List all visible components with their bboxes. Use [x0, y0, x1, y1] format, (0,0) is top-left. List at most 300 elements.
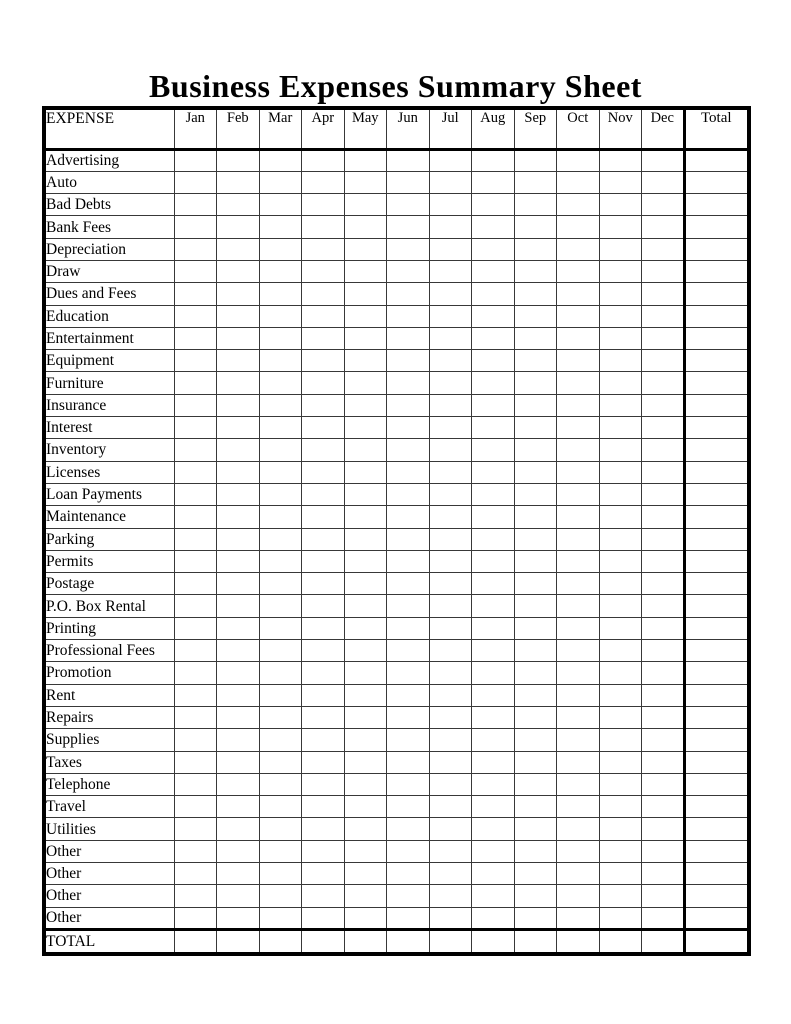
total-row-cell-apr: [302, 929, 345, 954]
expense-row-19-cell-mar: [259, 573, 302, 595]
expense-row-3-cell-jan: [174, 216, 217, 238]
expense-row-21-cell-may: [344, 617, 387, 639]
expense-row-11-cell-jan: [174, 394, 217, 416]
expense-row-3-cell-total: [684, 216, 749, 238]
expense-row-4-cell-aug: [472, 238, 515, 260]
expense-row-23: [44, 662, 749, 684]
expense-row-7: [44, 305, 749, 327]
expense-row-6-cell-nov: [599, 283, 642, 305]
expense-row-8-cell-aug: [472, 327, 515, 349]
expense-row-17-label: Parking: [44, 528, 174, 550]
expense-row-20-cell-apr: [302, 595, 345, 617]
expense-row-22-cell-jan: [174, 640, 217, 662]
expense-row-25-cell-oct: [557, 706, 600, 728]
expense-row-8-cell-jul: [429, 327, 472, 349]
expense-row-26-cell-apr: [302, 729, 345, 751]
expense-row-4-cell-dec: [642, 238, 685, 260]
expense-row-9-cell-feb: [217, 350, 260, 372]
expense-row-13-cell-jul: [429, 439, 472, 461]
expense-row-11: [44, 394, 749, 416]
total-row-cell-total: [684, 929, 749, 954]
expense-row-23-cell-apr: [302, 662, 345, 684]
expense-row-5-cell-dec: [642, 260, 685, 282]
expense-row-17-cell-jan: [174, 528, 217, 550]
expense-row-11-cell-nov: [599, 394, 642, 416]
expense-row-5-cell-mar: [259, 260, 302, 282]
expense-row-9-cell-jan: [174, 350, 217, 372]
header-month-dec: Dec: [642, 108, 685, 149]
header-month-nov: Nov: [599, 108, 642, 149]
expense-row-20-cell-mar: [259, 595, 302, 617]
expense-row-29-cell-jul: [429, 796, 472, 818]
expense-row-16-cell-nov: [599, 506, 642, 528]
expense-row-20-cell-jun: [387, 595, 430, 617]
total-row-cell-jul: [429, 929, 472, 954]
expense-row-19-cell-jun: [387, 573, 430, 595]
expense-row-5-cell-total: [684, 260, 749, 282]
total-row-cell-aug: [472, 929, 515, 954]
expense-row-14-cell-mar: [259, 461, 302, 483]
total-row-cell-may: [344, 929, 387, 954]
expense-row-34-cell-mar: [259, 907, 302, 929]
header-month-mar: Mar: [259, 108, 302, 149]
expense-row-15-cell-dec: [642, 483, 685, 505]
expense-row-23-cell-total: [684, 662, 749, 684]
expense-row-11-cell-dec: [642, 394, 685, 416]
expense-row-17-cell-total: [684, 528, 749, 550]
expense-row-19-cell-total: [684, 573, 749, 595]
expense-row-18-cell-feb: [217, 550, 260, 572]
expense-row-28-cell-dec: [642, 773, 685, 795]
expense-row-8-cell-mar: [259, 327, 302, 349]
expense-row-4-cell-total: [684, 238, 749, 260]
expense-row-28-label: Telephone: [44, 773, 174, 795]
header-month-may: May: [344, 108, 387, 149]
expense-row-23-cell-nov: [599, 662, 642, 684]
expense-row-16-cell-total: [684, 506, 749, 528]
expense-row-0-cell-jul: [429, 149, 472, 171]
expense-row-22-cell-feb: [217, 640, 260, 662]
header-month-aug: Aug: [472, 108, 515, 149]
expense-row-17-cell-sep: [514, 528, 557, 550]
expense-row-2-label: Bad Debts: [44, 194, 174, 216]
expense-row-8-cell-apr: [302, 327, 345, 349]
expense-row-29-cell-jan: [174, 796, 217, 818]
expense-row-6-cell-jun: [387, 283, 430, 305]
expense-row-34-cell-may: [344, 907, 387, 929]
expense-row-24-cell-total: [684, 684, 749, 706]
expense-row-12-cell-jun: [387, 417, 430, 439]
expense-row-5-cell-nov: [599, 260, 642, 282]
expense-row-17-cell-aug: [472, 528, 515, 550]
expense-row-24-cell-jun: [387, 684, 430, 706]
expense-row-10-cell-sep: [514, 372, 557, 394]
expense-row-18: [44, 550, 749, 572]
expense-row-5-cell-feb: [217, 260, 260, 282]
expense-row-7-cell-aug: [472, 305, 515, 327]
expense-row-28-cell-jul: [429, 773, 472, 795]
expense-row-26-cell-nov: [599, 729, 642, 751]
expense-row-9-cell-oct: [557, 350, 600, 372]
expense-row-9-cell-total: [684, 350, 749, 372]
expense-row-20-cell-total: [684, 595, 749, 617]
expense-row-24-cell-apr: [302, 684, 345, 706]
expense-row-17-cell-feb: [217, 528, 260, 550]
expense-row-5: [44, 260, 749, 282]
expense-row-7-cell-jun: [387, 305, 430, 327]
expense-row-28-cell-may: [344, 773, 387, 795]
expense-row-15-cell-sep: [514, 483, 557, 505]
expense-row-15-cell-total: [684, 483, 749, 505]
expense-row-1-cell-oct: [557, 171, 600, 193]
expense-row-2-cell-nov: [599, 194, 642, 216]
expense-row-27-cell-may: [344, 751, 387, 773]
expense-row-22-cell-oct: [557, 640, 600, 662]
expense-row-19-cell-nov: [599, 573, 642, 595]
expense-row-2-cell-jun: [387, 194, 430, 216]
expense-row-30-cell-jul: [429, 818, 472, 840]
expense-row-29-cell-apr: [302, 796, 345, 818]
expense-row-28-cell-sep: [514, 773, 557, 795]
expense-row-24-cell-mar: [259, 684, 302, 706]
expense-row-5-cell-jul: [429, 260, 472, 282]
expense-row-6-cell-may: [344, 283, 387, 305]
expense-row-17-cell-jun: [387, 528, 430, 550]
expense-row-22-label: Professional Fees: [44, 640, 174, 662]
expense-row-3-cell-dec: [642, 216, 685, 238]
expense-row-16-cell-mar: [259, 506, 302, 528]
total-row-cell-oct: [557, 929, 600, 954]
expense-row-21-cell-oct: [557, 617, 600, 639]
expense-row-13-cell-oct: [557, 439, 600, 461]
header-row: [44, 108, 749, 149]
expense-row-34-cell-jan: [174, 907, 217, 929]
expense-row-13-cell-may: [344, 439, 387, 461]
expense-row-20-cell-sep: [514, 595, 557, 617]
expense-row-18-cell-aug: [472, 550, 515, 572]
expense-row-3-cell-apr: [302, 216, 345, 238]
expense-row-31-cell-aug: [472, 840, 515, 862]
expense-row-29-cell-sep: [514, 796, 557, 818]
expense-row-13-cell-aug: [472, 439, 515, 461]
expense-row-34: [44, 907, 749, 929]
expense-row-32-cell-nov: [599, 863, 642, 885]
expense-row-9-cell-may: [344, 350, 387, 372]
expense-row-19-cell-sep: [514, 573, 557, 595]
expense-row-4-cell-jul: [429, 238, 472, 260]
expense-row-10-cell-may: [344, 372, 387, 394]
expense-row-25-cell-sep: [514, 706, 557, 728]
expense-row-20-cell-aug: [472, 595, 515, 617]
expense-row-33-cell-jan: [174, 885, 217, 907]
expense-row-29-cell-oct: [557, 796, 600, 818]
expense-row-21-label: Printing: [44, 617, 174, 639]
expense-row-3-cell-jul: [429, 216, 472, 238]
expense-row-0-label: Advertising: [44, 149, 174, 171]
expense-row-25-cell-apr: [302, 706, 345, 728]
expense-row-24: [44, 684, 749, 706]
expense-row-10-cell-mar: [259, 372, 302, 394]
expense-row-9-label: Equipment: [44, 350, 174, 372]
expense-row-26-cell-mar: [259, 729, 302, 751]
expense-row-8-cell-dec: [642, 327, 685, 349]
expense-row-31-cell-total: [684, 840, 749, 862]
expense-row-6-cell-mar: [259, 283, 302, 305]
expense-row-1-cell-dec: [642, 171, 685, 193]
expense-row-13-cell-jun: [387, 439, 430, 461]
expense-row-3-cell-oct: [557, 216, 600, 238]
expense-row-8-cell-jun: [387, 327, 430, 349]
expense-row-6-cell-jan: [174, 283, 217, 305]
expense-row-16: [44, 506, 749, 528]
expense-row-34-cell-jun: [387, 907, 430, 929]
expense-row-33-cell-may: [344, 885, 387, 907]
expense-row-32-cell-apr: [302, 863, 345, 885]
expense-row-4-cell-apr: [302, 238, 345, 260]
expense-row-27-cell-aug: [472, 751, 515, 773]
expense-row-22-cell-nov: [599, 640, 642, 662]
expense-row-22-cell-aug: [472, 640, 515, 662]
expense-row-21-cell-sep: [514, 617, 557, 639]
expense-row-34-cell-sep: [514, 907, 557, 929]
expense-row-33: [44, 885, 749, 907]
expense-row-27-cell-jan: [174, 751, 217, 773]
expense-row-31-cell-mar: [259, 840, 302, 862]
expense-row-11-cell-oct: [557, 394, 600, 416]
expense-row-27-label: Taxes: [44, 751, 174, 773]
expense-row-12-cell-sep: [514, 417, 557, 439]
expense-row-6-cell-aug: [472, 283, 515, 305]
expense-row-11-label: Insurance: [44, 394, 174, 416]
expense-row-12: [44, 417, 749, 439]
expense-row-14-cell-nov: [599, 461, 642, 483]
expense-row-1-cell-mar: [259, 171, 302, 193]
expense-row-15-cell-jul: [429, 483, 472, 505]
expense-row-34-cell-feb: [217, 907, 260, 929]
expense-row-8-label: Entertainment: [44, 327, 174, 349]
expense-row-30-cell-may: [344, 818, 387, 840]
expense-row-31-cell-jan: [174, 840, 217, 862]
expense-row-23-cell-jul: [429, 662, 472, 684]
expense-row-2-cell-dec: [642, 194, 685, 216]
expense-row-32-cell-jan: [174, 863, 217, 885]
expense-row-2-cell-mar: [259, 194, 302, 216]
expense-row-22-cell-jul: [429, 640, 472, 662]
expense-row-30-label: Utilities: [44, 818, 174, 840]
expense-row-31-cell-oct: [557, 840, 600, 862]
expense-row-22-cell-jun: [387, 640, 430, 662]
expense-row-33-cell-total: [684, 885, 749, 907]
header-month-jan: Jan: [174, 108, 217, 149]
expense-row-27: [44, 751, 749, 773]
expense-row-9-cell-jul: [429, 350, 472, 372]
expense-row-15-cell-mar: [259, 483, 302, 505]
expense-row-3-cell-nov: [599, 216, 642, 238]
expense-row-28-cell-aug: [472, 773, 515, 795]
expense-row-20-cell-jan: [174, 595, 217, 617]
expense-row-11-cell-feb: [217, 394, 260, 416]
expense-row-4-cell-oct: [557, 238, 600, 260]
expense-row-31-cell-feb: [217, 840, 260, 862]
expense-row-25-cell-mar: [259, 706, 302, 728]
expense-row-33-cell-aug: [472, 885, 515, 907]
expense-row-4-cell-nov: [599, 238, 642, 260]
expense-row-2-cell-may: [344, 194, 387, 216]
expense-row-26-label: Supplies: [44, 729, 174, 751]
expense-row-32: [44, 863, 749, 885]
expense-row-7-cell-sep: [514, 305, 557, 327]
expense-row-25-cell-may: [344, 706, 387, 728]
expense-row-31: [44, 840, 749, 862]
expense-row-25-cell-feb: [217, 706, 260, 728]
expense-row-5-cell-sep: [514, 260, 557, 282]
expense-row-11-cell-apr: [302, 394, 345, 416]
expense-row-3-cell-mar: [259, 216, 302, 238]
expense-row-8-cell-feb: [217, 327, 260, 349]
expense-row-31-cell-dec: [642, 840, 685, 862]
expense-row-12-cell-aug: [472, 417, 515, 439]
expense-row-11-cell-jun: [387, 394, 430, 416]
expense-row-30: [44, 818, 749, 840]
expense-row-26-cell-may: [344, 729, 387, 751]
expense-row-26-cell-jan: [174, 729, 217, 751]
expense-row-27-cell-feb: [217, 751, 260, 773]
expense-row-18-cell-oct: [557, 550, 600, 572]
expense-row-32-cell-aug: [472, 863, 515, 885]
expense-row-23-cell-dec: [642, 662, 685, 684]
expense-row-17-cell-dec: [642, 528, 685, 550]
header-month-jul: Jul: [429, 108, 472, 149]
expense-row-19: [44, 573, 749, 595]
expense-row-30-cell-aug: [472, 818, 515, 840]
expense-row-18-cell-jan: [174, 550, 217, 572]
expense-row-3: [44, 216, 749, 238]
expense-row-13-cell-jan: [174, 439, 217, 461]
expense-row-5-cell-jan: [174, 260, 217, 282]
expense-row-33-cell-mar: [259, 885, 302, 907]
expense-row-3-cell-aug: [472, 216, 515, 238]
expense-row-18-cell-nov: [599, 550, 642, 572]
expense-row-34-cell-aug: [472, 907, 515, 929]
expense-row-12-cell-total: [684, 417, 749, 439]
expense-row-27-cell-sep: [514, 751, 557, 773]
expense-row-7-label: Education: [44, 305, 174, 327]
expense-row-30-cell-jun: [387, 818, 430, 840]
expense-row-29-cell-jun: [387, 796, 430, 818]
expense-row-18-cell-dec: [642, 550, 685, 572]
expense-row-2-cell-feb: [217, 194, 260, 216]
expense-row-25-cell-jun: [387, 706, 430, 728]
expense-row-11-cell-may: [344, 394, 387, 416]
expense-row-1-cell-sep: [514, 171, 557, 193]
expense-row-6: [44, 283, 749, 305]
expense-row-16-cell-jan: [174, 506, 217, 528]
expense-row-25-cell-total: [684, 706, 749, 728]
expense-row-23-cell-jun: [387, 662, 430, 684]
expense-row-7-cell-feb: [217, 305, 260, 327]
expense-row-32-cell-feb: [217, 863, 260, 885]
expense-row-16-cell-oct: [557, 506, 600, 528]
total-row-cell-nov: [599, 929, 642, 954]
expense-row-10-cell-nov: [599, 372, 642, 394]
expense-row-2-cell-aug: [472, 194, 515, 216]
expense-row-13-cell-dec: [642, 439, 685, 461]
expense-row-14-cell-aug: [472, 461, 515, 483]
expense-row-10-cell-oct: [557, 372, 600, 394]
header-month-jun: Jun: [387, 108, 430, 149]
page-title: Business Expenses Summary Sheet: [149, 68, 642, 104]
expense-row-23-cell-aug: [472, 662, 515, 684]
expense-row-11-cell-jul: [429, 394, 472, 416]
expense-row-25-label: Repairs: [44, 706, 174, 728]
expense-row-30-cell-oct: [557, 818, 600, 840]
expense-row-12-cell-feb: [217, 417, 260, 439]
expense-row-2-cell-total: [684, 194, 749, 216]
expense-row-0: [44, 149, 749, 171]
expense-row-27-cell-jun: [387, 751, 430, 773]
header-month-apr: Apr: [302, 108, 345, 149]
expense-row-22-cell-dec: [642, 640, 685, 662]
expense-row-16-cell-may: [344, 506, 387, 528]
expense-row-12-cell-jul: [429, 417, 472, 439]
expense-row-32-cell-total: [684, 863, 749, 885]
expense-row-33-label: Other: [44, 885, 174, 907]
expense-row-16-label: Maintenance: [44, 506, 174, 528]
expense-row-17-cell-jul: [429, 528, 472, 550]
expense-row-0-cell-dec: [642, 149, 685, 171]
expense-row-0-cell-apr: [302, 149, 345, 171]
expense-row-2-cell-jan: [174, 194, 217, 216]
expense-row-18-cell-jun: [387, 550, 430, 572]
expense-row-31-cell-apr: [302, 840, 345, 862]
expense-row-6-cell-total: [684, 283, 749, 305]
expense-row-23-cell-feb: [217, 662, 260, 684]
expense-row-21-cell-apr: [302, 617, 345, 639]
expense-row-19-cell-aug: [472, 573, 515, 595]
expense-row-2-cell-oct: [557, 194, 600, 216]
expense-row-14-cell-jul: [429, 461, 472, 483]
expense-row-13-cell-mar: [259, 439, 302, 461]
expense-row-14: [44, 461, 749, 483]
expense-row-10-cell-aug: [472, 372, 515, 394]
total-row-label: TOTAL: [44, 929, 174, 954]
expense-row-26-cell-dec: [642, 729, 685, 751]
expense-row-32-cell-sep: [514, 863, 557, 885]
expense-row-33-cell-dec: [642, 885, 685, 907]
expense-row-9-cell-dec: [642, 350, 685, 372]
expense-row-30-cell-apr: [302, 818, 345, 840]
expense-row-21-cell-feb: [217, 617, 260, 639]
expense-row-14-cell-total: [684, 461, 749, 483]
expense-row-25: [44, 706, 749, 728]
expense-row-27-cell-dec: [642, 751, 685, 773]
expense-row-14-cell-may: [344, 461, 387, 483]
expense-row-15-cell-jun: [387, 483, 430, 505]
expense-row-19-cell-apr: [302, 573, 345, 595]
expense-row-0-cell-total: [684, 149, 749, 171]
total-row-cell-feb: [217, 929, 260, 954]
expense-row-15-cell-apr: [302, 483, 345, 505]
expense-row-30-cell-nov: [599, 818, 642, 840]
expense-row-32-cell-mar: [259, 863, 302, 885]
expense-row-15-cell-may: [344, 483, 387, 505]
expense-row-16-cell-apr: [302, 506, 345, 528]
expense-row-30-cell-jan: [174, 818, 217, 840]
expense-row-2: [44, 194, 749, 216]
expense-row-8-cell-jan: [174, 327, 217, 349]
expense-row-22-cell-may: [344, 640, 387, 662]
expense-row-18-label: Permits: [44, 550, 174, 572]
